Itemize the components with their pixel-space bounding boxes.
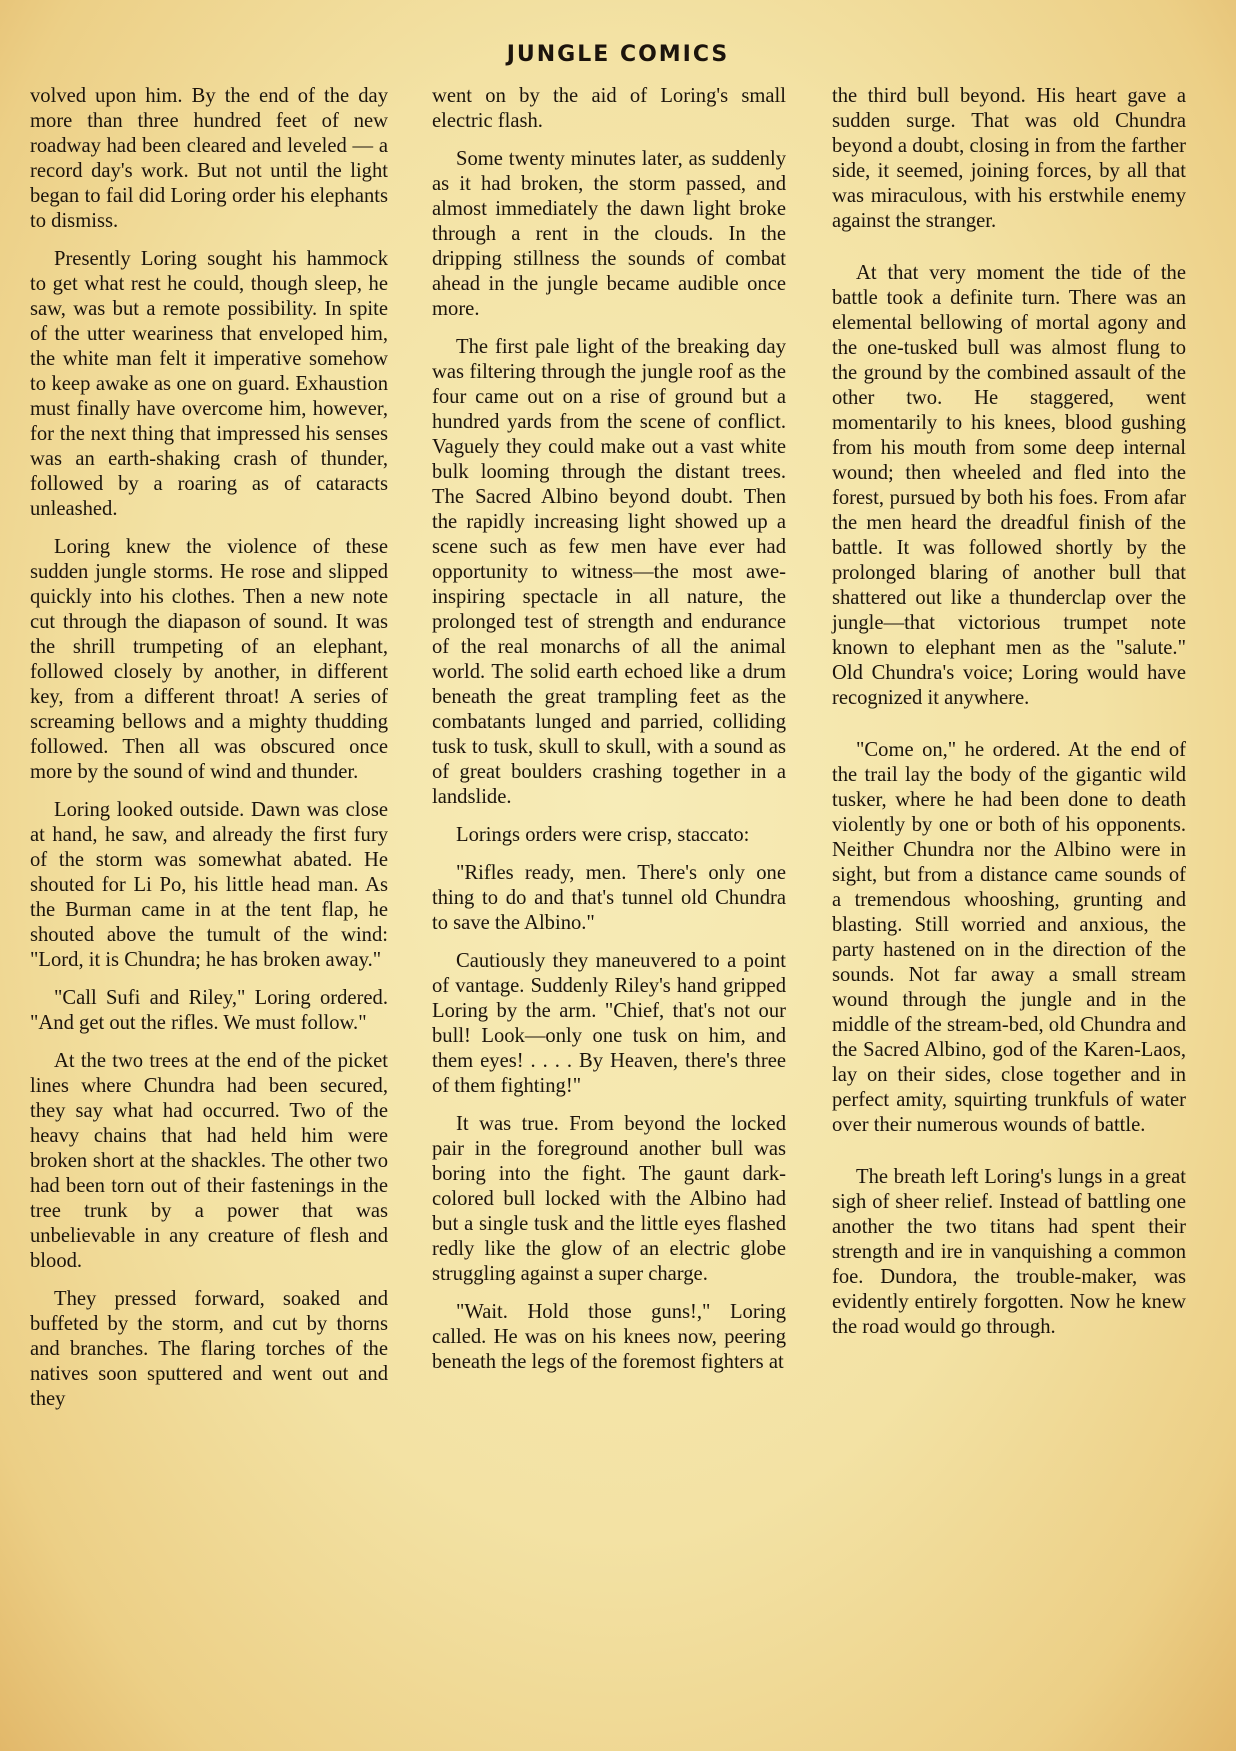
paragraph: "Wait. Hold those guns!," Loring called. He was on his knees now, peering beneath the legs of the foremost fighters at [432,1301,786,1373]
paragraph: Loring knew the violence of these sudden jungle storms. He rose and slipped quickly into his clothes. Then a new note cut through the diapason of sound. It was the shrill trumpeting of an elephant, followed closely by another, in different key, from a different throat! A series of screaming bellows and a mighty thudding followed. Then all was obscured once more by the sound of wind and thunder. [30,536,388,783]
paragraph: "Call Sufi and Riley," Loring ordered. "And get out the rifles. We must follow." [30,987,388,1034]
paragraph-gap [832,1151,1186,1165]
paragraph: "Come on," he ordered. At the end of the trail lay the body of the gigantic wild tusker, where he had been done to death violently by one or both of his opponents. Neither Chundra nor the Albino were in sight, but from a distance came sounds of a tremendous whooshing, grunting and blasting. Still worried and anxious, the party hastened on in the direction of the sounds. Not far away a small stream wound through the jungle and in the middle of the stream-bed, old Chundra and the Sacred Albino, god of the Karen-Laos, lay on their sides, close together and in perfect amity, squirting trunkfuls of water over their numerous wounds of battle. [832,739,1187,1136]
paragraph: The breath left Loring's lungs in a great sigh of sheer relief. Instead of battling one another the two titans had spent their strength and ire in vanquishing a common foe. Dundora, the trouble-maker, was evidently entirely forgotten. Now he knew the road would go through. [832,1166,1186,1338]
text-column-3 [832,84,1186,1353]
paragraph: At that very moment the tide of the battle took a definite turn. There was an elemental bellowing of mortal agony and the one-tusked bull was almost flung to the ground by the combined assault of the other two. He staggered, went momentarily to his knees, blood gushing from his mouth from some deep internal wound; then wheeled and fled into the forest, pursued by both his foes. From afar the men heard the dreadful finish of the battle. It was followed shortly by the prolonged blaring of another bull that shattered out like a thunderclap over the jungle—that victorious trumpet note known to elephant men as the "salute." Old Chundra's voice; Loring would have recognized it anywhere. [832,262,1186,709]
paragraph: At the two trees at the end of the picket lines where Chundra had been secured, they say what had occurred. Two of the heavy chains that had held him were broken short at the shackles. The other two had been torn out of their fastenings in the tree trunk by a power that was unbelievable in any creature of flesh and blood. [30,1050,388,1272]
paragraph: Cautiously they maneuvered to a point of vantage. Suddenly Riley's hand gripped Loring by the arm. "Chief, that's not our bull! Look—only one tusk on him, and them eyes! . . . . By Heaven, there's three of them fighting!" [432,950,786,1097]
paragraph: went on by the aid of Loring's small electric flash. [432,85,786,132]
paragraph: Loring looked outside. Dawn was close at hand, he saw, and already the first fury of the storm was somewhat abated. He shouted for Li Po, his little head man. As the Burman came in at the tent flap, he shouted above the tumult of the wind: "Lord, it is Chundra; he has broken away." [30,799,388,971]
paragraph: Some twenty minutes later, as suddenly as it had broken, the storm passed, and almost immediately the dawn light broke through a rent in the clouds. In the dripping stillness the sounds of combat ahead in the jungle became audible once more. [432,148,786,320]
text-column-1 [30,84,388,1425]
paragraph: They pressed forward, soaked and buffeted by the storm, and cut by thorns and branches. The flaring torches of the natives soon sputtered and went out and they [30,1288,388,1410]
paragraph: the third bull beyond. His heart gave a sudden surge. That was old Chundra beyond a doubt, closing in from the farther side, it seemed, joining forces, by all that was miraculous, with his erstwhile enemy against the stranger. [832,85,1186,232]
paragraph-gap [832,724,1186,738]
paragraph: Presently Loring sought his hammock to get what rest he could, though sleep, he saw, was but a remote possibility. In spite of the utter weariness that enveloped him, the white man felt it imperative somehow to keep awake as one on guard. Exhaustion must finally have overcome him, however, for the next thing that impressed his senses was an earth-shaking crash of thunder, followed by a roaring as of cataracts unleashed. [30,248,388,520]
paragraph: "Rifles ready, men. There's only one thing to do and that's tunnel old Chundra to save the Albino." [432,862,786,934]
paragraph: It was true. From beyond the locked pair in the foreground another bull was boring into the fight. The gaunt dark-colored bull locked with the Albino had but a single tusk and the little eyes flashed redly like the glow of an electric globe struggling against a super charge. [432,1113,786,1285]
page-header: JUNGLE COMICS [506,42,730,67]
paragraph: The first pale light of the breaking day was filtering through the jungle roof as the four came out on a rise of ground but a hundred yards from the scene of conflict. Vaguely they could make out a vast white bulk looming through the distant trees. The Sacred Albino beyond doubt. Then the rapidly increasing light showed up a scene such as few men have ever had opportunity to witness—the most awe-inspiring spectacle in all nature, the prolonged test of strength and endurance of the real monarchs of all the animal world. The solid earth echoed like a drum beneath the great trampling feet as the combatants lunged and parried, colliding tusk to tusk, skull to skull, with a sound as of great boulders crashing together in a landslide. [432,336,786,808]
paragraph: volved upon him. By the end of the day more than three hundred feet of new roadway had been cleared and leveled — a record day's work. But not until the light began to fail did Loring order his elephants to dismiss. [30,85,388,232]
paragraph: Lorings orders were crisp, staccato: [456,824,750,846]
paragraph-gap [832,247,1186,261]
text-column-2 [432,84,786,1388]
